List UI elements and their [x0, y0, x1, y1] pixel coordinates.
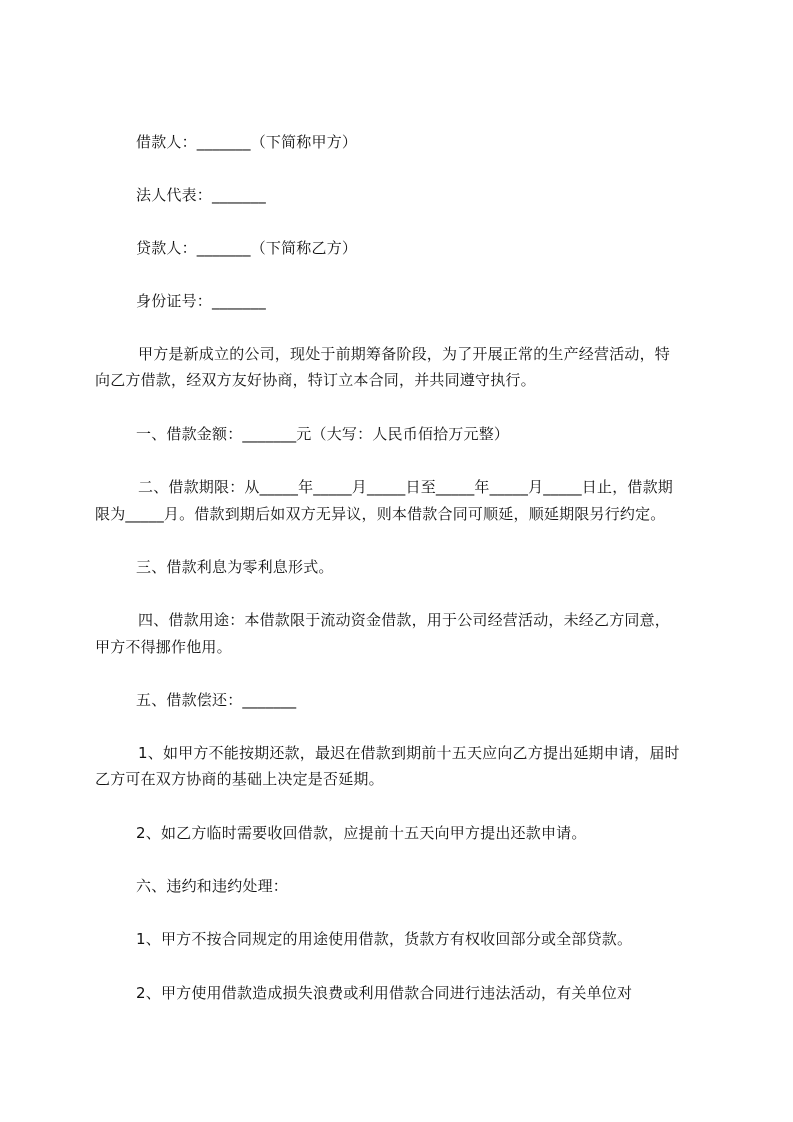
legal-representative-line: 法人代表：_______: [136, 186, 266, 204]
breach-item-1: 1、甲方不按合同规定的用途使用借款，货款方有权收回部分或全部贷款。: [136, 930, 633, 948]
loan-repayment-clause: 五、借款偿还：_______: [136, 691, 297, 709]
breach-item-2: 2、甲方使用借款造成损失浪费或利用借款合同进行违法活动，有关单位对: [136, 984, 633, 1002]
repayment-item-1-line-2: 乙方可在双方协商的基础上决定是否延期。: [95, 770, 384, 788]
id-number-line: 身份证号：_______: [136, 292, 266, 310]
repayment-item-1-line-1: 1、如甲方不能按期还款，最迟在借款到期前十五天应向乙方提出延期申请，届时: [138, 744, 680, 762]
breach-clause-heading: 六、违约和违约处理：: [136, 877, 289, 895]
loan-purpose-line-1: 四、借款用途：本借款限于流动资金借款，用于公司经营活动，未经乙方同意，: [138, 611, 671, 629]
loan-term-line-1: 二、借款期限：从_____年_____月_____日至_____年_____月_____日止，借款期: [138, 478, 674, 496]
borrower-line: 借款人：_______（下简称甲方）: [136, 133, 358, 151]
preamble-line-2: 向乙方借款，经双方友好协商，特订立本合同，并共同遵守执行。: [95, 371, 536, 389]
loan-term-line-2: 限为_____月。借款到期后如双方无异议，则本借款合同可顺延，顺延期限另行约定。: [95, 505, 666, 523]
repayment-item-2: 2、如乙方临时需要收回借款，应提前十五天向甲方提出还款申请。: [136, 824, 587, 842]
loan-purpose-line-2: 甲方不得挪作他用。: [95, 638, 232, 656]
lender-line: 贷款人：_______（下简称乙方）: [136, 239, 358, 257]
loan-interest-clause: 三、借款利息为零利息形式。: [136, 558, 334, 576]
loan-amount-clause: 一、借款金额：_______元（大写：人民币佰拾万元整）: [136, 425, 510, 443]
preamble-line-1: 甲方是新成立的公司，现处于前期筹备阶段，为了开展正常的生产经营活动，特: [138, 345, 671, 363]
